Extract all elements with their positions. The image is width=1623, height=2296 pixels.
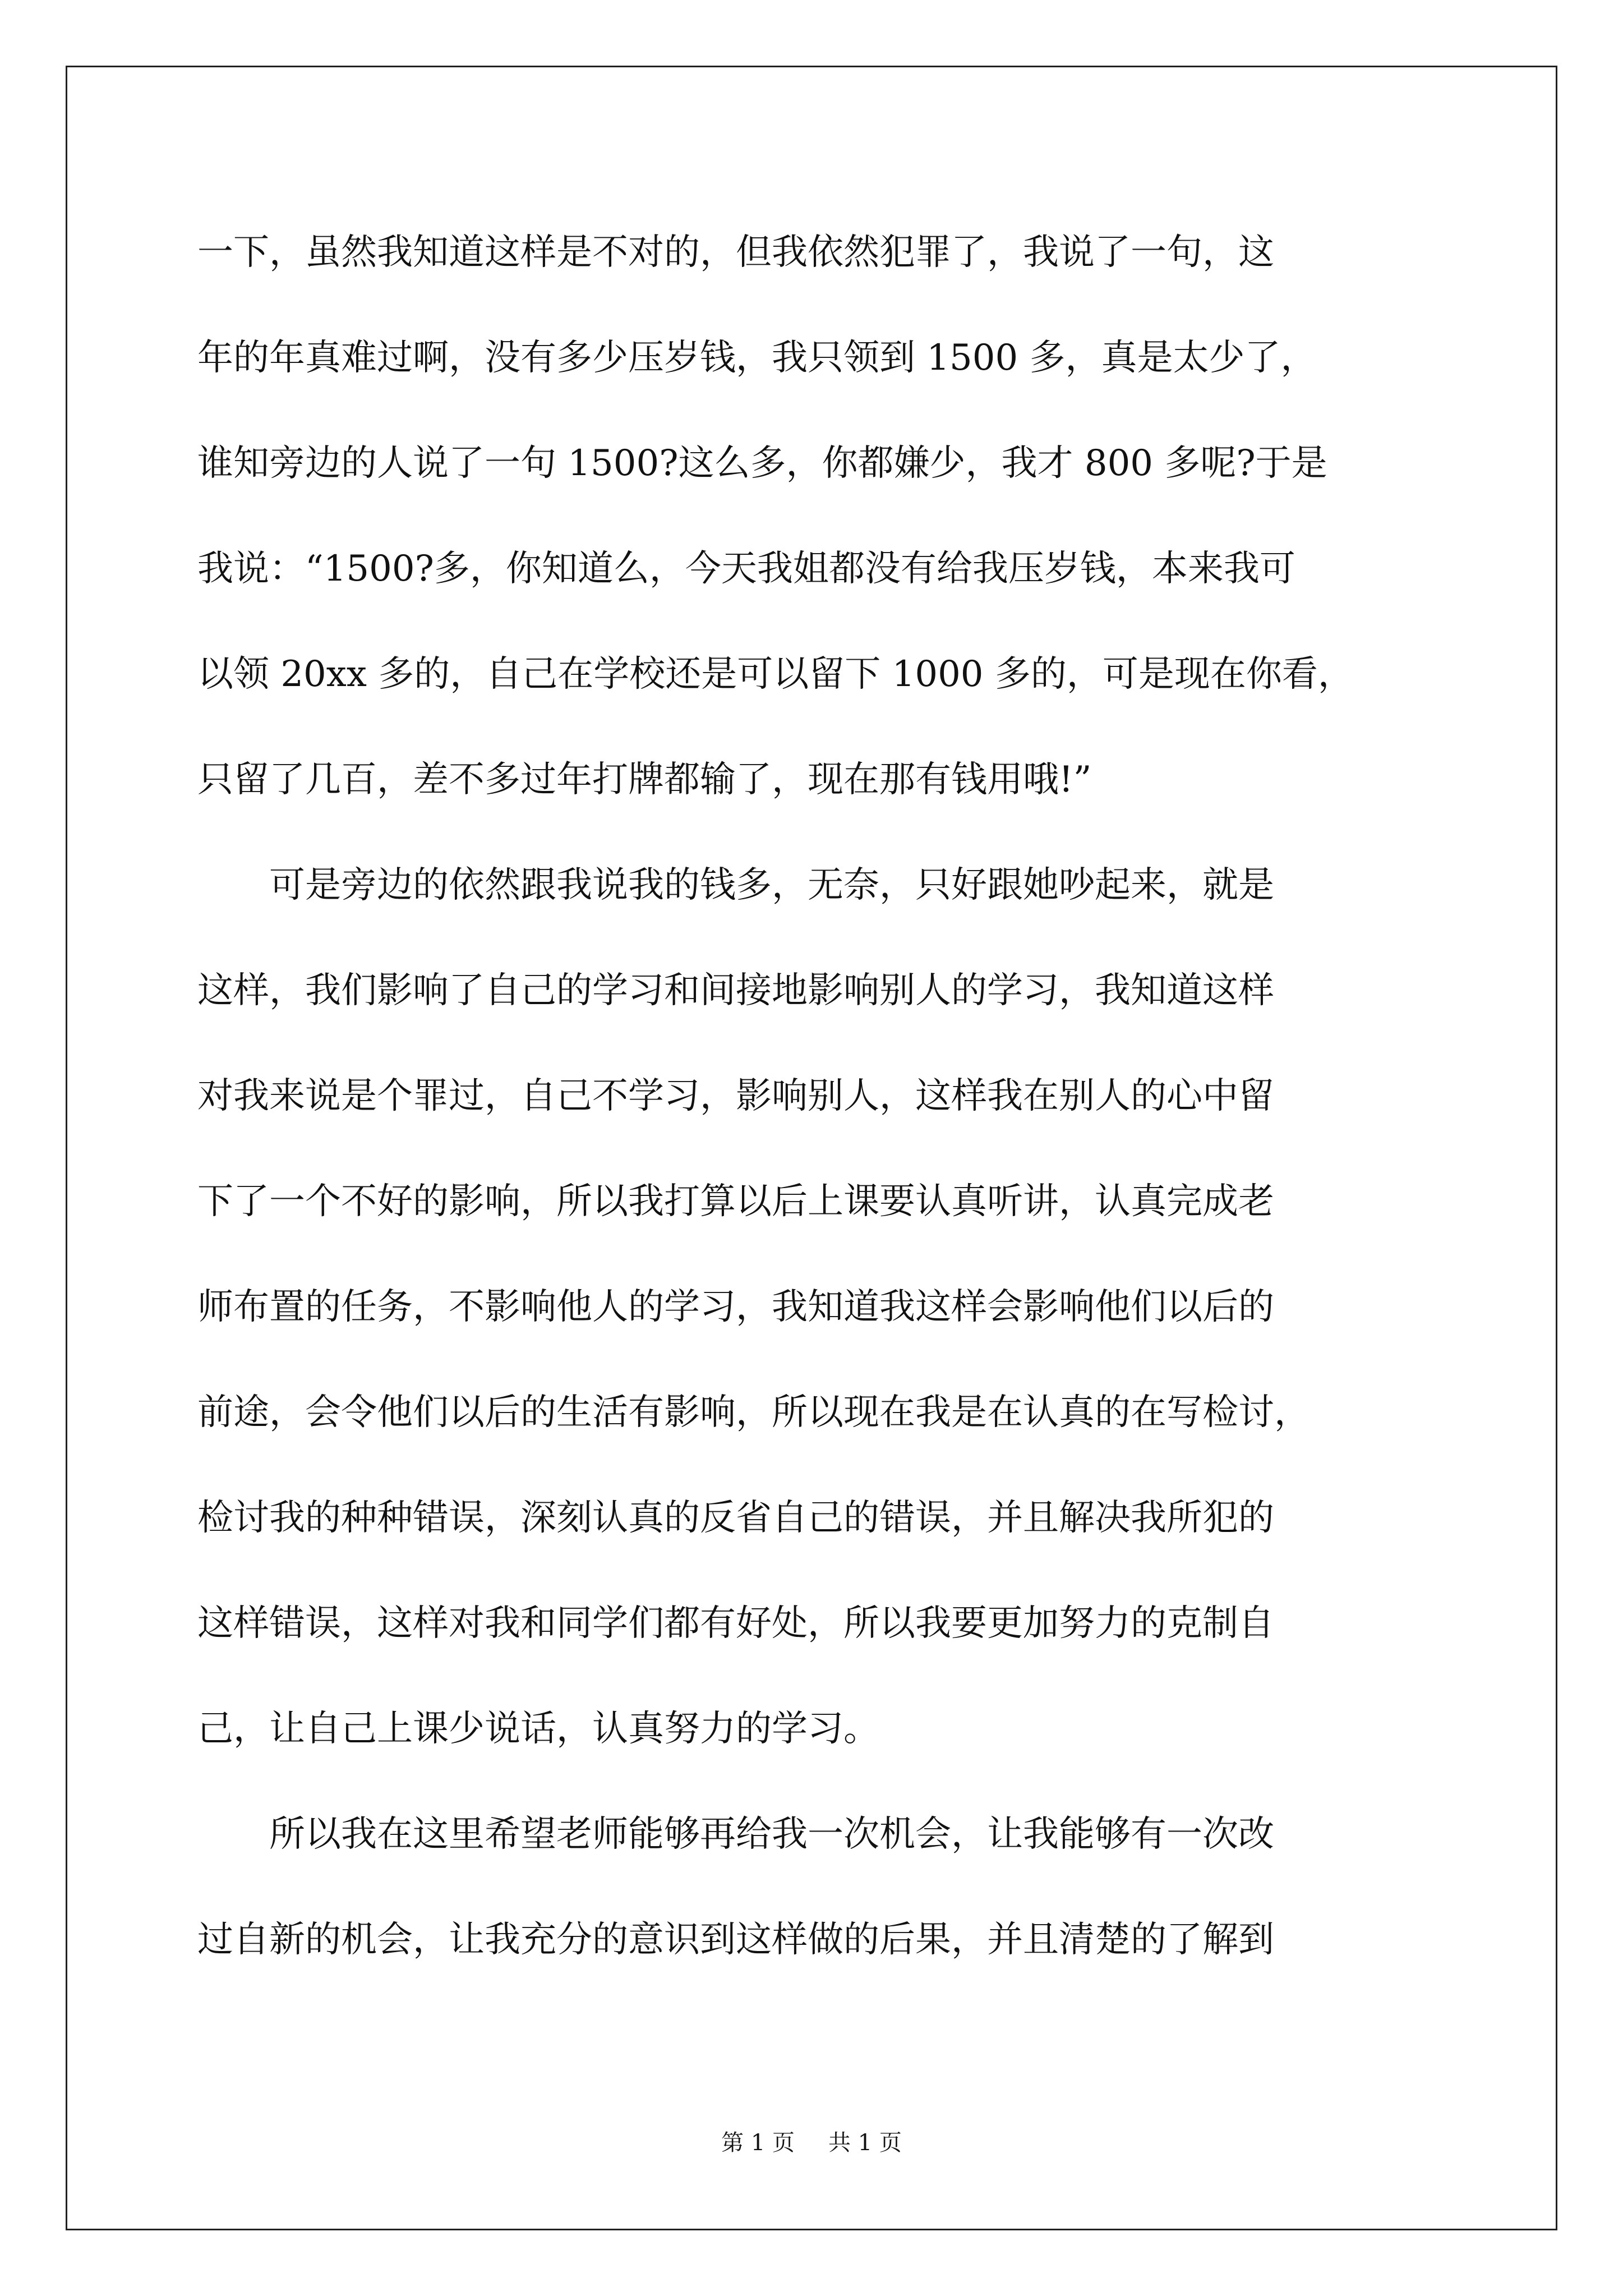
text-line: 以领 20xx 多的，自己在学校还是可以留下 1000 多的，可是现在你看，: [197, 654, 1354, 695]
text-line: 所以我在这里希望老师能够再给我一次机会，让我能够有一次改: [197, 1814, 1274, 1855]
text-line: 年的年真难过啊，没有多少压岁钱，我只领到 1500 多，真是太少了，: [197, 337, 1317, 379]
page-count: 共 1 页: [828, 2130, 902, 2156]
text-line: 我说：“1500?多，你知道么，今天我姐都没有给我压岁钱，本来我可: [197, 548, 1295, 590]
text-line: 这样，我们影响了自己的学习和间接地影响别人的学习，我知道这样: [197, 970, 1274, 1011]
text-line: 下了一个不好的影响，所以我打算以后上课要认真听讲，认真完成老: [197, 1181, 1274, 1222]
text-line: 检讨我的种种错误，深刻认真的反省自己的错误，并且解决我所犯的: [197, 1497, 1274, 1539]
text-line: 一下，虽然我知道这样是不对的，但我依然犯罪了，我说了一句，这: [197, 232, 1274, 273]
text-line: 过自新的机会，让我充分的意识到这样做的后果，并且清楚的了解到: [197, 1919, 1274, 1961]
text-line: 师布置的任务，不影响他人的学习，我知道我这样会影响他们以后的: [197, 1286, 1274, 1328]
text-line: 可是旁边的依然跟我说我的钱多，无奈，只好跟她吵起来，就是: [197, 864, 1274, 906]
text-line: 只留了几百，差不多过年打牌都输了，现在那有钱用哦!”: [197, 759, 1092, 800]
text-line: 对我来说是个罪过，自己不学习，影响别人，这样我在别人的心中留: [197, 1075, 1274, 1117]
text-line: 前途，会令他们以后的生活有影响，所以现在我是在认真的在写检讨，: [197, 1392, 1310, 1433]
page-number: 第 1 页: [721, 2130, 795, 2156]
page-footer: [0, 2129, 1623, 2157]
text-line: 谁知旁边的人说了一句 1500?这么多，你都嫌少，我才 800 多呢?于是: [197, 443, 1327, 484]
text-line: 这样错误，这样对我和同学们都有好处，所以我要更加努力的克制自: [197, 1603, 1274, 1644]
page-border: [66, 66, 1557, 2230]
text-line: 己，让自己上课少说话，认真努力的学习。: [197, 1708, 879, 1750]
